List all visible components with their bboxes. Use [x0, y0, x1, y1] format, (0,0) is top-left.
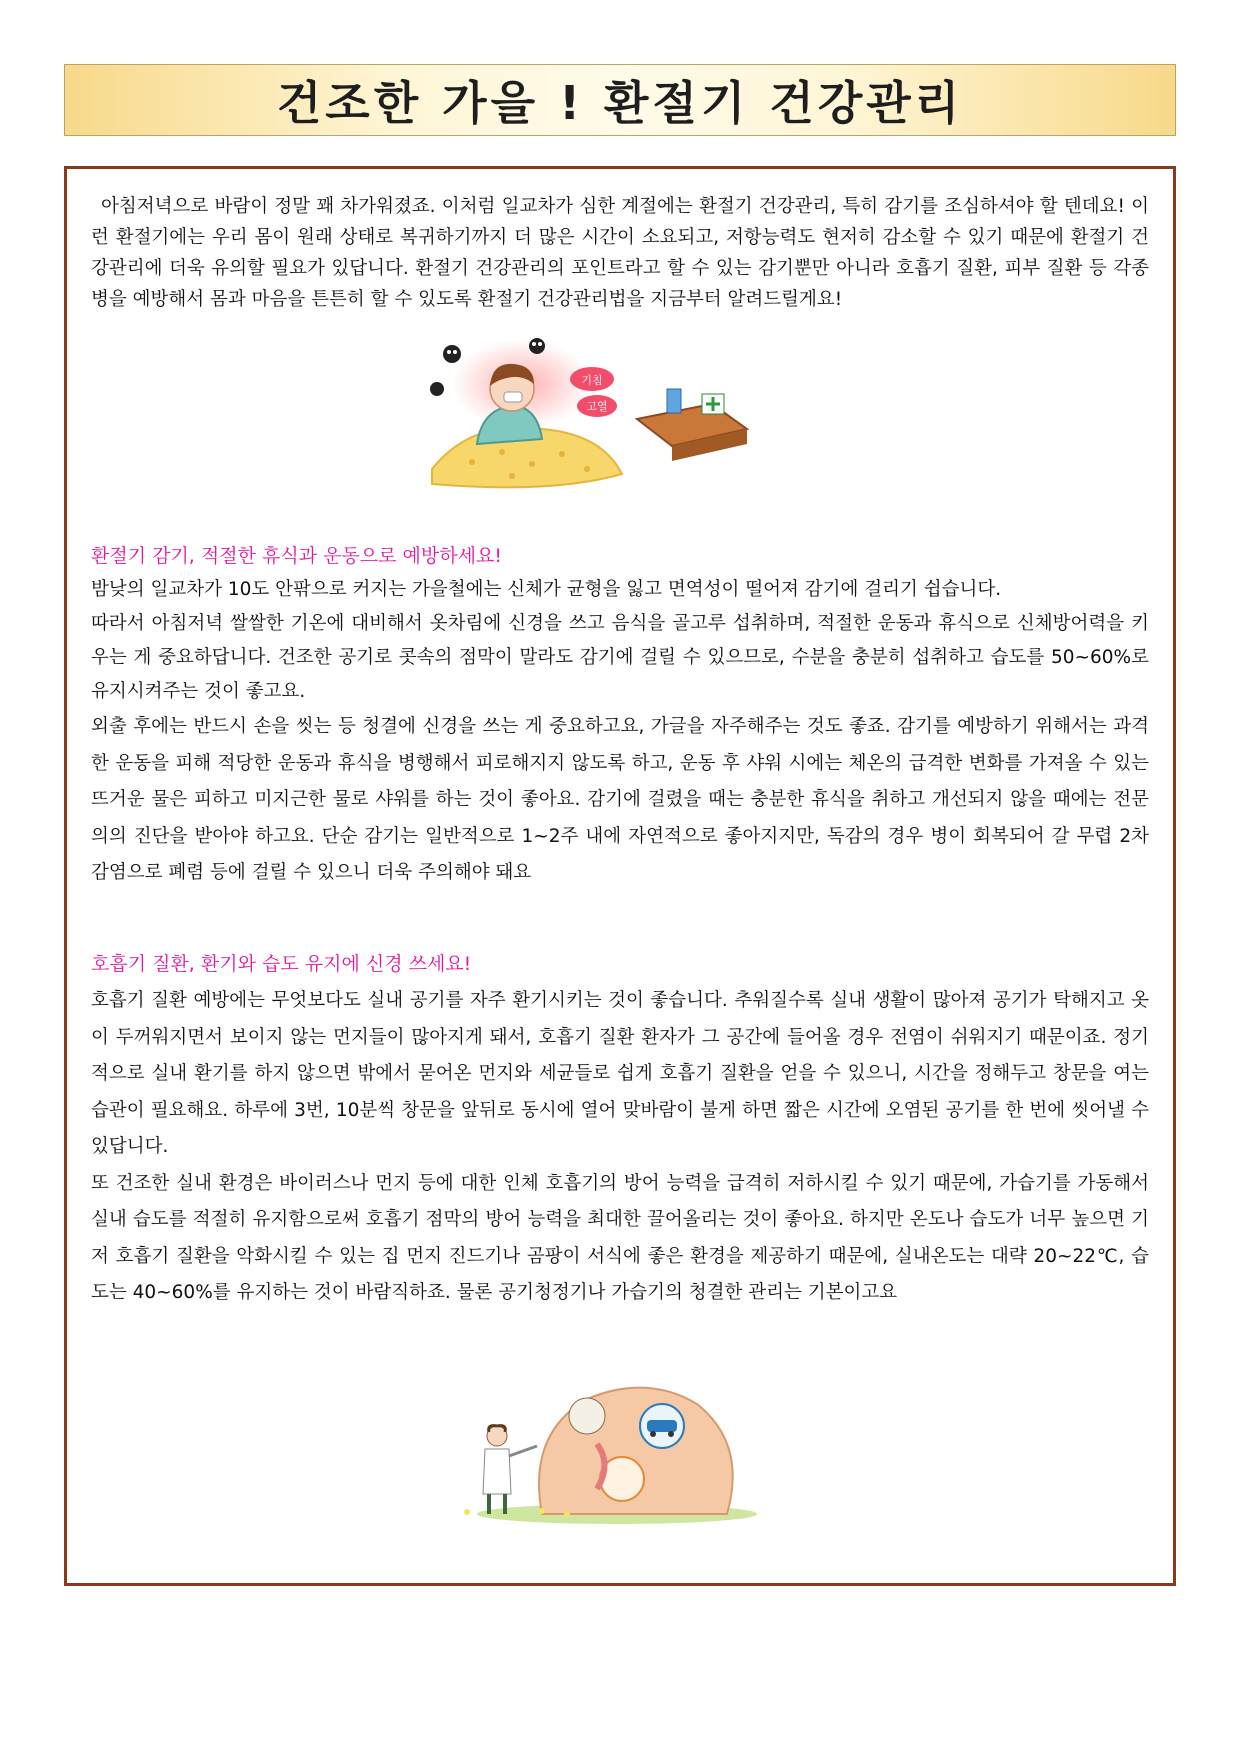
section2-paragraph: 또 건조한 실내 환경은 바이러스나 먼지 등에 대한 인체 호흡기의 방어 능력을 급격히 저하시킬 수 있기 때문에, 가습기를 가동해서 실내 습도를 적절히 유지함으로써 호흡기 점막의 방어 능력을 최대한 끌어올리는 것이 좋아요. 하지만 온도나 습도가 너무 높으면 기저 호흡기 질환을 악화시킬 수 있는 집 먼지 진드기나 곰팡이 서식에 좋은 환경을 제공하기 때문에, 실내온도는 대략 20~22℃, 습도는 40~60%를 유지하는 것이 바람직하죠. 물론 공기청정기나 가습기의 청결한 관리는 기본이고요 — [91, 1172, 1149, 1303]
section1-heading: 환절기 감기, 적절한 휴식과 운동으로 예방하세요! — [91, 545, 502, 567]
section2-body — [91, 983, 1149, 1312]
respiratory-illustration — [447, 1374, 757, 1524]
section2-heading: 호흡기 질환, 환기와 습도 유지에 신경 쓰세요! — [91, 953, 472, 975]
section1-paragraph: 외출 후에는 반드시 손을 씻는 등 청결에 신경을 쓰는 게 중요하고요, 가글을 자주해주는 것도 좋죠. 감기를 예방하기 위해서는 과격한 운동을 피해 적당한 운동과 휴식을 병행해서 피로해지지 않도록 하고, 운동 후 샤워 시에는 체온의 급격한 변화를 가져올 수 있는 뜨거운 물은 피하고 미지근한 물로 샤워를 하는 것이 좋아요. 감기에 걸렸을 때는 충분한 휴식을 취하고 개선되지 않을 때에는 전문의의 진단을 받아야 하고요. 단순 감기는 일반적으로 1~2주 내에 자연적으로 좋아지지만, 독감의 경우 병이 회복되어 갈 무렵 2차 감염으로 폐렴 등에 걸릴 수 있으니 더욱 주의해야 돼요 — [91, 716, 1149, 883]
section2-paragraph: 호흡기 질환 예방에는 무엇보다도 실내 공기를 자주 환기시키는 것이 좋습니다. 추워질수록 실내 생활이 많아져 공기가 탁해지고 옷이 두꺼워지면서 보이지 않는 먼지들이 많아지게 돼서, 호흡기 질환 환자가 그 공간에 들어올 경우 전염이 쉬워지기 때문이죠. 정기적으로 실내 환기를 하지 않으면 밖에서 묻어온 먼지와 세균들로 쉽게 호흡기 질환을 얻을 수 있으니, 시간을 정해두고 창문을 여는 습관이 필요해요. 하루에 3번, 10분씩 창문을 앞뒤로 동시에 열어 맞바람이 불게 하면 짧은 시간에 오염된 공기를 한 번에 씻어낼 수 있답니다. — [91, 990, 1149, 1157]
section1-paragraph: 밤낮의 일교차가 10도 안팎으로 커지는 가을철에는 신체가 균형을 잃고 면역성이 떨어져 감기에 걸리기 쉽습니다. — [91, 579, 1002, 600]
intro-paragraph: 아침저녁으로 바람이 정말 꽤 차가워졌죠. 이처럼 일교차가 심한 계절에는 환절기 건강관리, 특히 감기를 조심하셔야 할 텐데요! 이런 환절기에는 우리 몸이 원래 상태로 복귀하기까지 더 많은 시간이 소요되고, 저항능력도 현저히 감소할 수 있기 때문에 환절기 건강관리에 더욱 유의할 필요가 있답니다. 환절기 건강관리의 포인트라고 할 수 있는 감기뿐만 아니라 호흡기 질환, 피부 질환 등 각종 병을 예방해서 몸과 마음을 튼튼히 할 수 있도록 환절기 건강관리법을 지금부터 알려드릴게요! — [91, 196, 1149, 310]
bubble-cough: 기침 — [581, 374, 603, 387]
cold-illustration — [412, 334, 752, 494]
content-box — [64, 166, 1176, 1586]
section1-paragraph: 따라서 아침저녁 쌀쌀한 기온에 대비해서 옷차림에 신경을 쓰고 음식을 골고루 섭취하며, 적절한 운동과 휴식으로 신체방어력을 키우는 게 중요하답니다. 건조한 공기로 콧속의 점막이 말라도 감기에 걸릴 수 있으므로, 수분을 충분히 섭취하고 습도를 50~60%로 유지시켜주는 것이 좋고요. — [91, 613, 1149, 702]
page-title: 건조한 가을 ! 환절기 건강관리 — [276, 76, 964, 130]
section1-body — [91, 573, 1149, 892]
bubble-fever: 고열 — [586, 400, 608, 413]
title-banner — [64, 64, 1176, 136]
